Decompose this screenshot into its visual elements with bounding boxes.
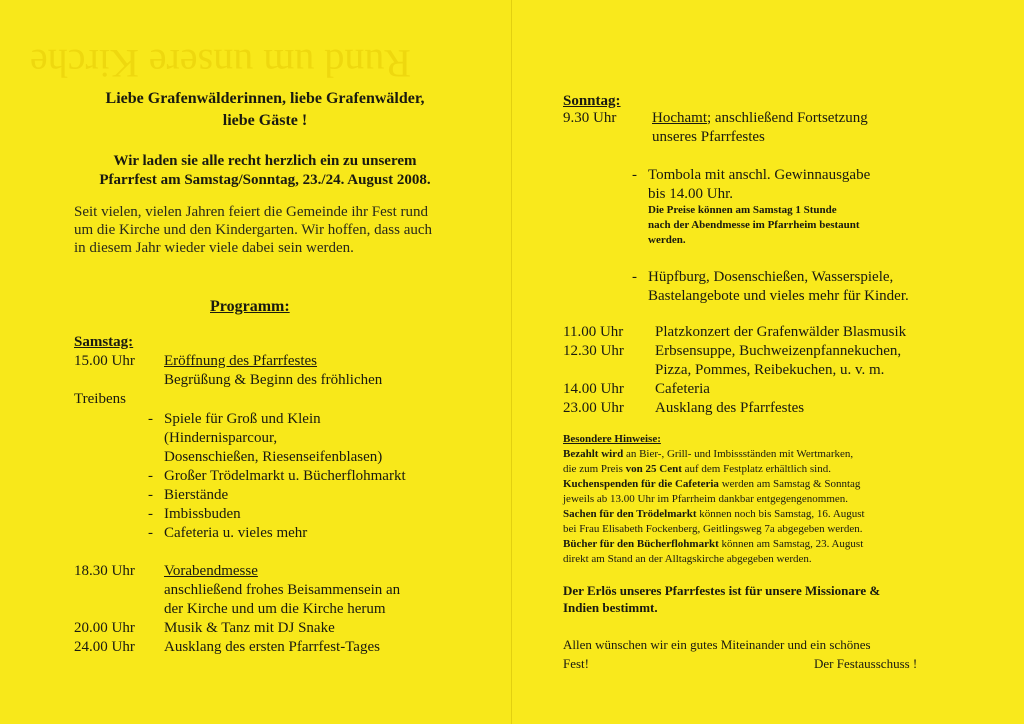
hint-line-4: jeweils ab 13.00 Uhr im Pfarrheim dankbar entgegengenommen. [563,493,849,505]
sunday-heading: Sonntag: [563,93,621,109]
signature: Der Festausschuss ! [814,656,918,671]
mass-title: Vorabendmesse [164,563,258,579]
tombola-line-2: bis 14.00 Uhr. [648,186,734,202]
intro-paragraph: Seit vielen, vielen Jahren feiert die Gemeinde ihr Fest rund um die Kirche und den Kindergarten. Wir hoffen, dass auch in diesem Jahr wieder viele dabei sein werden. [74,204,433,256]
hochamt-rest: ; anschließend Fortsetzung [706,110,868,126]
watermark-text: Rund um unsere Kirche [30,41,412,86]
tombola-note-1: Die Preise können am Samstag 1 Stunde [648,204,837,216]
sched-time-5: 23.00 Uhr [563,400,624,416]
bullet-cafe: Cafeteria u. vieles mehr [164,525,308,541]
opening-line-3: Treibens [74,391,126,407]
time-2400: 24.00 Uhr [74,639,135,655]
hints-block [563,432,943,567]
bullet-beer: Bierstände [164,487,229,503]
closing-line-1: Allen wünschen wir ein gutes Miteinander und ein schönes [563,637,871,652]
opening-line-2: Begrüßung & Beginn des fröhlichen [164,372,383,388]
kids-line-2: Bastelangebote und vieles mehr für Kinder. [648,288,909,304]
hint-line-8: direkt am Stand an der Alltagskirche abgegeben werden. [563,553,812,565]
sched-time-2: 12.30 Uhr [563,343,624,359]
hint-line-7: Bücher für den Bücherflohmarkt können am Samstag, 23. August [563,538,864,550]
bullet-parcour: (Hindernisparcour, [164,430,278,446]
music-text: Musik & Tanz mit DJ Snake [164,620,335,636]
hochamt-line [652,109,868,128]
greeting-line-1: Liebe Grafenwälderinnen, liebe Grafenwälder, [105,90,425,107]
time-1500: 15.00 Uhr [74,353,135,369]
sched-text-4: Cafeteria [655,381,710,397]
hint-line-5: Sachen für den Trödelmarkt können noch bis Samstag, 16. August [563,508,865,520]
sched-text-5: Ausklang des Pfarrfestes [655,400,805,416]
bullet-food: Imbissbuden [164,506,241,522]
mass-line-2: anschließend frohes Beisammensein an [164,582,401,598]
sched-text-3: Pizza, Pommes, Reibekuchen, u. v. m. [655,362,885,378]
hint-line-2: die zum Preis von 25 Cent auf dem Festplatz erhältlich sind. [563,463,831,475]
tombola-note-3: werden. [648,234,686,246]
opening-title: Eröffnung des Pfarrfestes [164,353,318,369]
mission-line-1: Der Erlös unseres Pfarrfestes ist für unsere Missionare & [563,583,881,598]
bullet-market: Großer Trödelmarkt u. Bücherflohmarkt [164,468,406,484]
fold-line [511,0,512,724]
time-1830: 18.30 Uhr [74,563,135,579]
kids-line-1: Hüpfburg, Dosenschießen, Wasserspiele, [648,269,894,285]
hochamt-line-2: unseres Pfarrfestes [652,129,765,145]
mission-line-2: Indien bestimmt. [563,600,658,615]
hint-line-1: Bezahlt wird an Bier-, Grill- und Imbissständen mit Wertmarken, [563,448,854,460]
sched-time-4: 14.00 Uhr [563,381,624,397]
mass-line-3: der Kirche und um die Kirche herum [164,601,386,617]
sched-text-1: Platzkonzert der Grafenwälder Blasmusik [655,324,907,340]
bullet-games: Spiele für Groß und Klein [164,411,321,427]
bullet-dosen: Dosenschießen, Riesenseifenblasen) [164,449,383,465]
hints-heading: Besondere Hinweise: [563,433,661,445]
invitation-line-1: Wir laden sie alle recht herzlich ein zu unserem [113,153,417,169]
program-heading: Programm: [210,298,290,315]
sched-time-1: 11.00 Uhr [563,324,624,340]
invitation-line-2: Pfarrfest am Samstag/Sonntag, 23./24. August 2008. [99,172,431,188]
hint-line-6: bei Frau Elisabeth Fockenberg, Geitlingsweg 7a abgegeben werden. [563,523,863,535]
greeting [60,88,470,132]
closing-line-2: Fest! [563,656,589,671]
invitation [60,152,470,190]
time-0930: 9.30 Uhr [563,110,617,126]
end-day-1: Ausklang des ersten Pfarrfest-Tages [164,639,380,655]
time-2000: 20.00 Uhr [74,620,135,636]
saturday-heading: Samstag: [74,334,134,350]
greeting-line-2: liebe Gäste ! [222,112,308,129]
hint-line-3: Kuchenspenden für die Cafeteria werden am Samstag & Sonntag [563,478,861,490]
hochamt-title: Hochamt [652,110,707,126]
sched-text-2: Erbsensuppe, Buchweizenpfannekuchen, [655,343,902,359]
tombola-note-2: nach der Abendmesse im Pfarrheim bestaunt [648,219,860,231]
tombola-line-1: Tombola mit anschl. Gewinnausgabe [648,167,871,183]
